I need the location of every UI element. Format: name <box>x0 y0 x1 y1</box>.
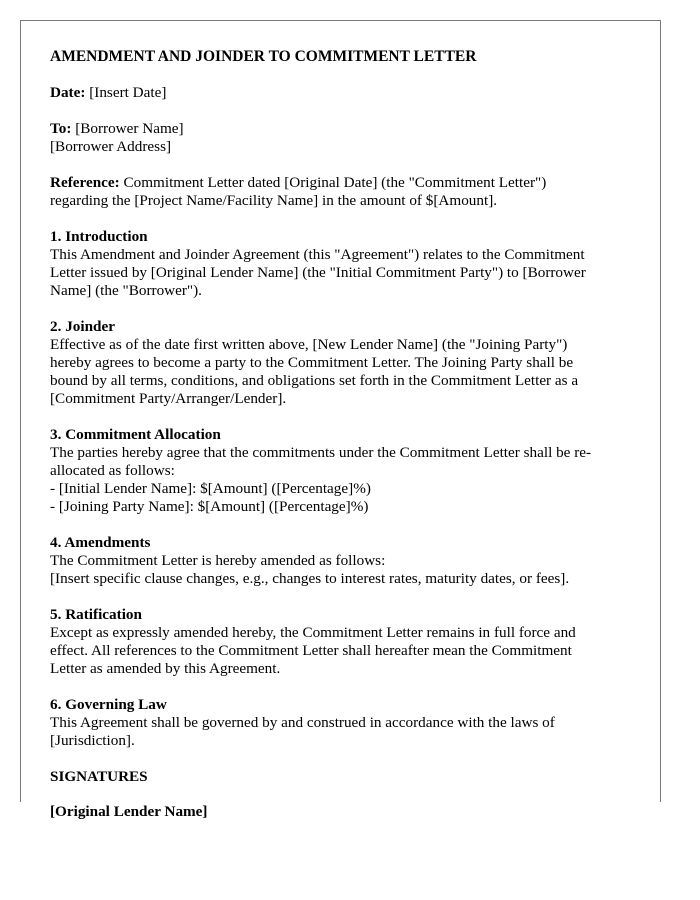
section-line: This Agreement shall be governed by and construed in accordance with the laws of <box>50 714 555 731</box>
section-heading: 1. Introduction <box>50 228 148 245</box>
reference-text-2: regarding the [Project Name/Facility Name] in the amount of $[Amount]. <box>50 192 498 209</box>
section-line: hereby agrees to become a party to the Commitment Letter. The Joining Party shall be <box>50 354 574 371</box>
section-line: The parties hereby agree that the commitments under the Commitment Letter shall be re- <box>50 444 592 461</box>
reference-label: Reference: <box>50 174 120 191</box>
section-line: [Insert specific clause changes, e.g., changes to interest rates, maturity dates, or fees]. <box>50 570 570 587</box>
section-line: The Commitment Letter is hereby amended as follows: <box>50 552 386 569</box>
reference-line-1 <box>50 174 635 192</box>
section-line: Letter issued by [Original Lender Name] (the "Initial Commitment Party") to [Borrower <box>50 264 586 281</box>
document-title: AMENDMENT AND JOINDER TO COMMITMENT LETTER <box>50 48 477 65</box>
section-line: This Amendment and Joinder Agreement (this "Agreement") relates to the Commitment <box>50 246 585 263</box>
section-commitment-allocation <box>50 426 635 516</box>
section-heading: 4. Amendments <box>50 534 151 551</box>
section-line: bound by all terms, conditions, and obligations set forth in the Commitment Letter as a <box>50 372 579 389</box>
reference-block <box>50 174 635 210</box>
recipient-block <box>50 120 635 156</box>
allocation-item: - [Joining Party Name]: $[Amount] ([Percentage]%) <box>50 498 369 515</box>
section-heading: 2. Joinder <box>50 318 115 335</box>
recipient-name: [Borrower Name] <box>75 120 184 137</box>
signatures-heading: SIGNATURES <box>50 768 148 785</box>
document-page <box>20 20 661 820</box>
section-heading: 6. Governing Law <box>50 696 167 713</box>
date-line <box>50 84 635 102</box>
signature-party-name: [Original Lender Name] <box>50 803 208 820</box>
section-joinder <box>50 318 635 408</box>
recipient-line-1 <box>50 120 635 138</box>
date-value: [Insert Date] <box>89 84 167 101</box>
to-label: To: <box>50 120 72 137</box>
section-line: effect. All references to the Commitment Letter shall hereafter mean the Commitment <box>50 642 572 659</box>
section-governing-law <box>50 696 635 750</box>
section-line: [Commitment Party/Arranger/Lender]. <box>50 390 287 407</box>
section-heading: 3. Commitment Allocation <box>50 426 221 443</box>
section-line: Effective as of the date first written above, [New Lender Name] (the "Joining Party") <box>50 336 568 353</box>
section-introduction <box>50 228 635 300</box>
section-line: Name] (the "Borrower"). <box>50 282 202 299</box>
section-heading: 5. Ratification <box>50 606 142 623</box>
section-ratification <box>50 606 635 678</box>
section-line: Except as expressly amended hereby, the Commitment Letter remains in full force and <box>50 624 576 641</box>
reference-text-1: Commitment Letter dated [Original Date] (the "Commitment Letter") <box>123 174 547 191</box>
section-line: Letter as amended by this Agreement. <box>50 660 281 677</box>
section-line: allocated as follows: <box>50 462 175 479</box>
section-line: [Jurisdiction]. <box>50 732 135 749</box>
allocation-item: - [Initial Lender Name]: $[Amount] ([Percentage]%) <box>50 480 371 497</box>
recipient-address: [Borrower Address] <box>50 138 172 155</box>
section-amendments <box>50 534 635 588</box>
document-content <box>50 48 635 821</box>
date-label: Date: <box>50 84 86 101</box>
